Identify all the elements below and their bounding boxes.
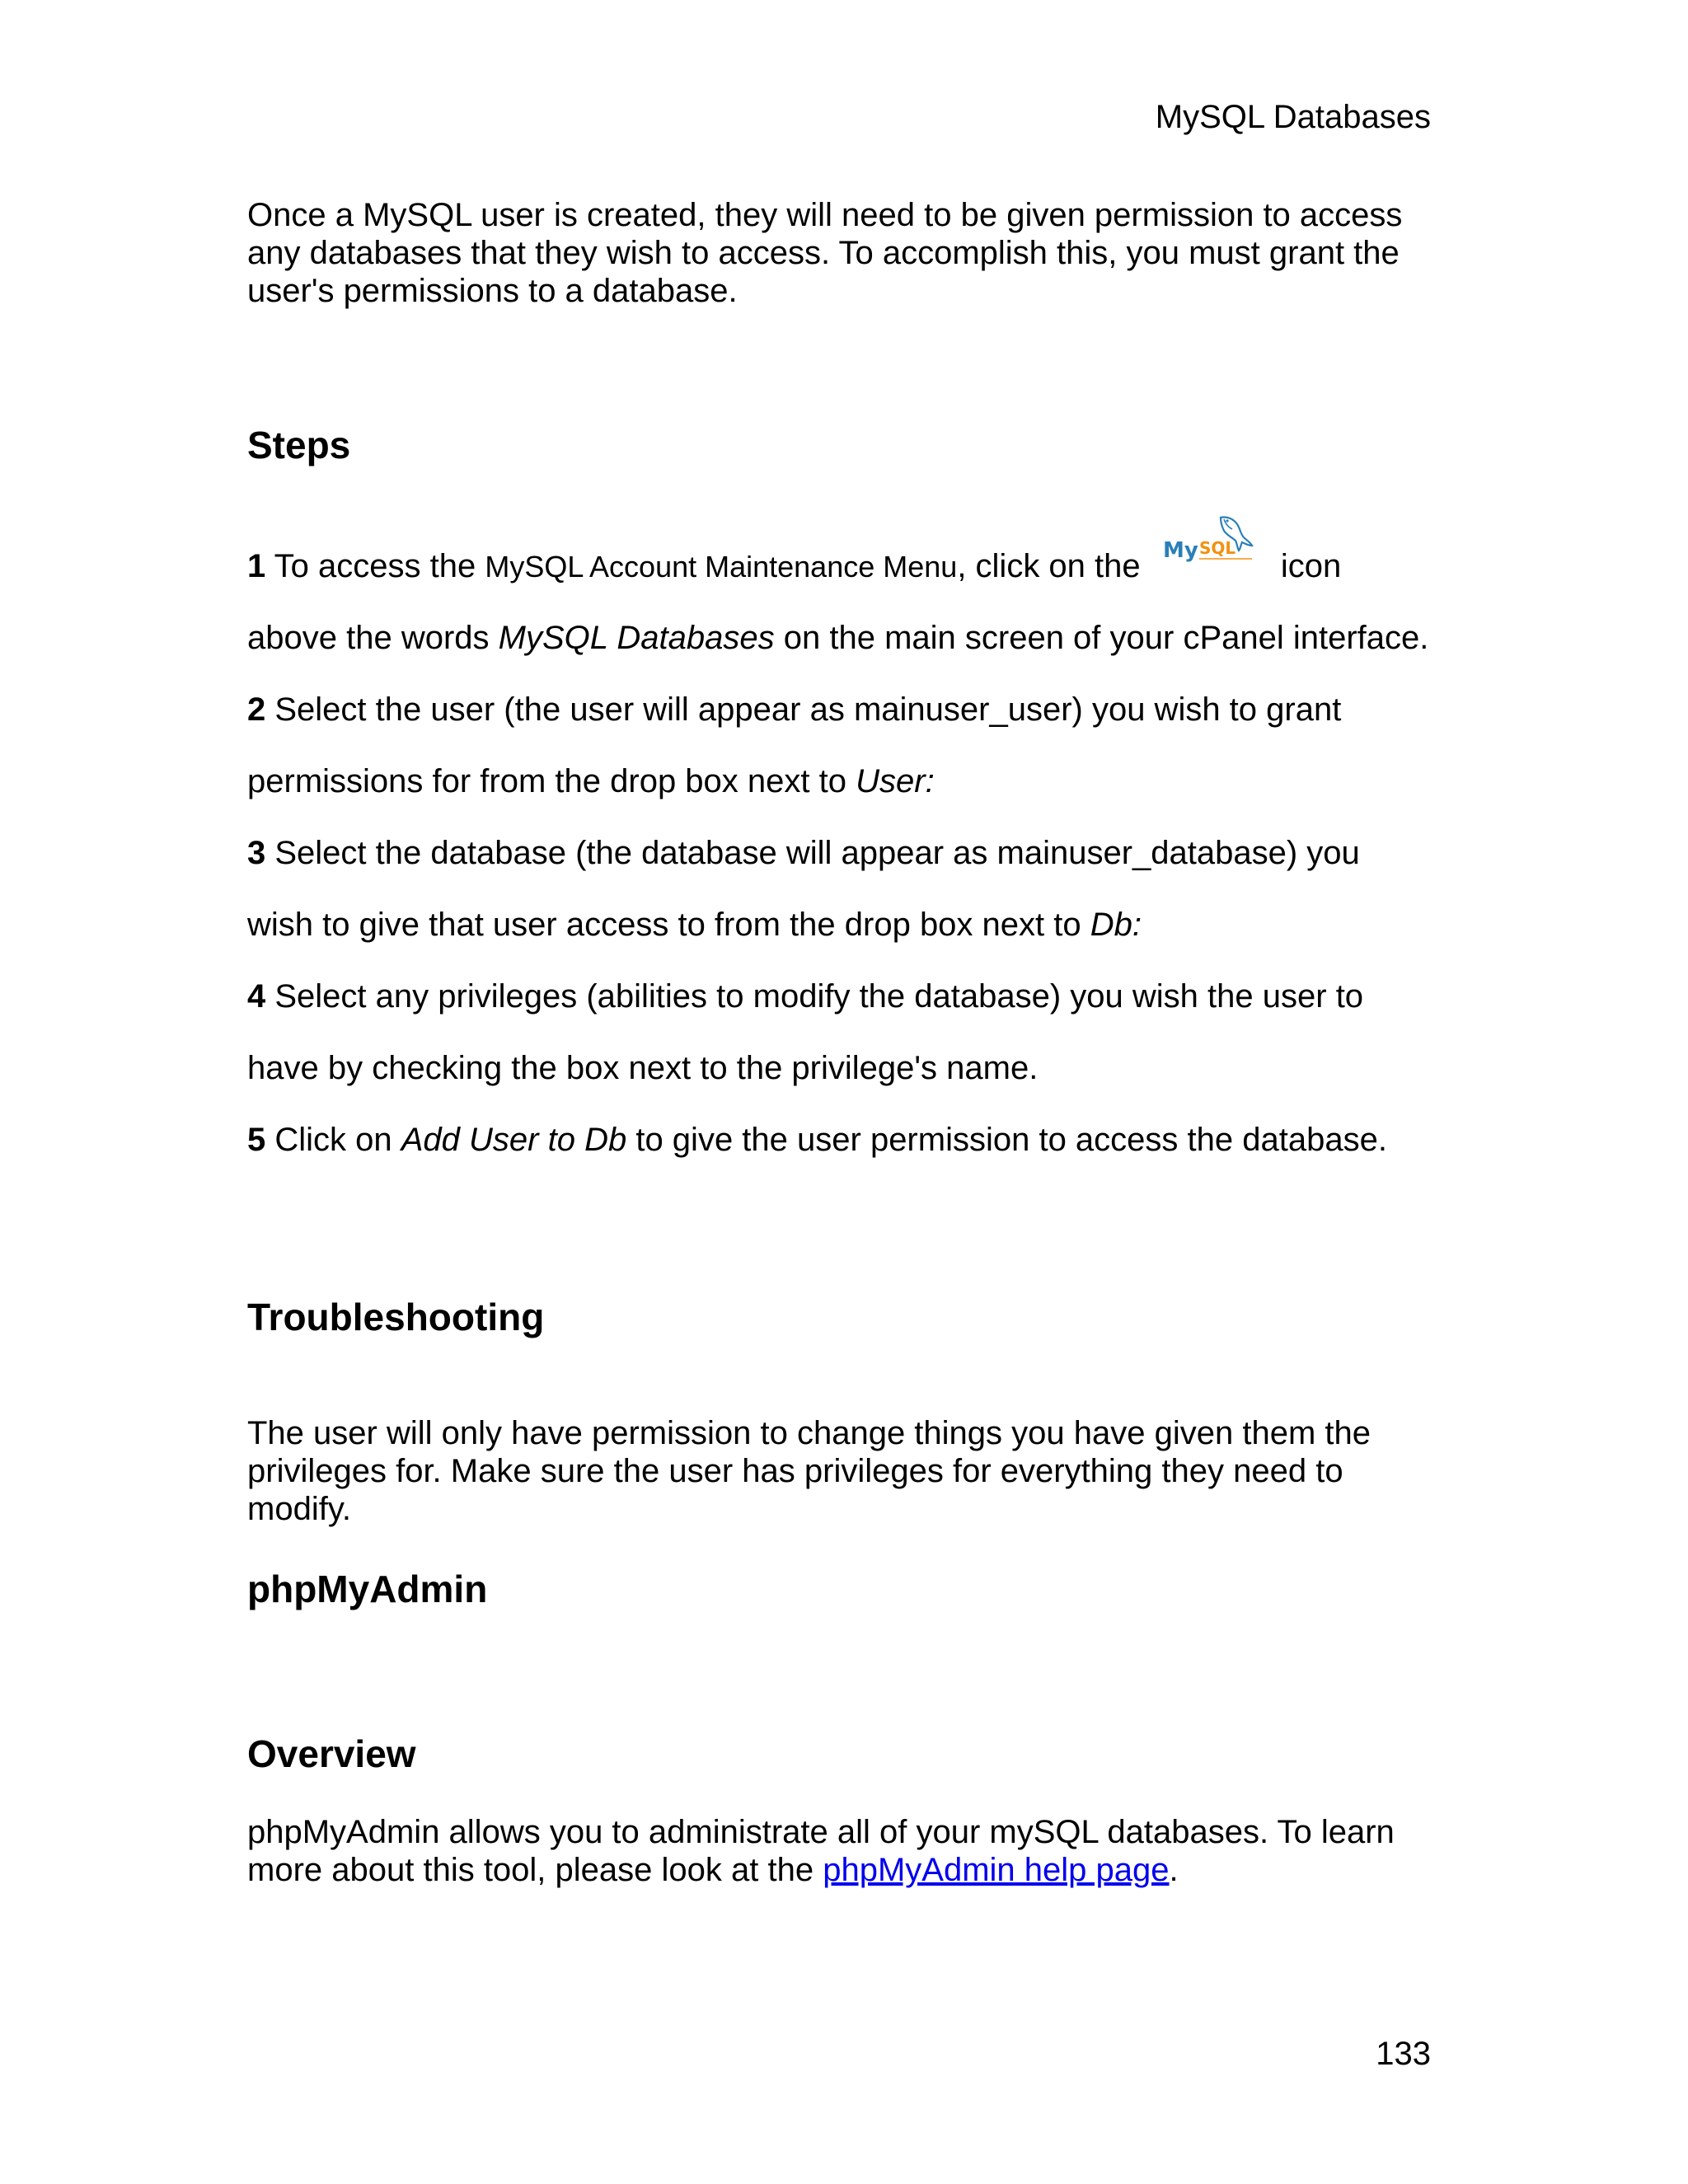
step-3-cont-em: Db: bbox=[1090, 907, 1142, 943]
intro-line-3: user's permissions to a database. bbox=[247, 273, 738, 309]
phpmyadmin-help-link[interactable]: phpMyAdmin help page bbox=[823, 1852, 1170, 1888]
step-2-text: Select the user (the user will appear as mainuser_user) you wish to grant bbox=[265, 691, 1342, 728]
overview-line-1: phpMyAdmin allows you to administrate all of your mySQL databases. To learn bbox=[247, 1814, 1395, 1850]
step-2-continuation bbox=[247, 746, 1451, 818]
step-4-continuation: have by checking the box next to the privilege's name. bbox=[247, 1050, 1039, 1086]
step-1-line bbox=[247, 524, 1451, 602]
step-3-text: Select the database (the database will appear as mainuser_database) you bbox=[265, 835, 1360, 871]
step-1-cont-pre: above the words bbox=[247, 620, 499, 656]
step-4-line bbox=[247, 961, 1451, 1033]
overview-heading: Overview bbox=[247, 1732, 416, 1775]
step-1-cont-em: MySQL Databases bbox=[498, 620, 775, 656]
troubleshooting-heading: Troubleshooting bbox=[247, 1296, 545, 1338]
overview-line-2-pre: more about this tool, please look at the bbox=[247, 1852, 823, 1888]
step-1-cont-post: on the main screen of your cPanel interface. bbox=[774, 620, 1429, 656]
step-2-number: 2 bbox=[247, 691, 266, 728]
intro-paragraph bbox=[247, 196, 1451, 310]
steps-heading: Steps bbox=[247, 424, 351, 466]
overview-line-2 bbox=[247, 1851, 1451, 1889]
step-5-number: 5 bbox=[247, 1122, 266, 1158]
troubleshooting-line-2: privileges for. Make sure the user has privileges for everything they need to bbox=[247, 1453, 1343, 1489]
troubleshooting-line-3: modify. bbox=[247, 1491, 351, 1527]
step-1-mid: , click on the bbox=[957, 548, 1150, 584]
step-4-number: 4 bbox=[247, 978, 266, 1015]
phpmyadmin-heading: phpMyAdmin bbox=[247, 1568, 488, 1610]
step-2-line bbox=[247, 674, 1451, 746]
step-3-continuation bbox=[247, 889, 1451, 961]
svg-text:My: My bbox=[1162, 538, 1198, 563]
troubleshooting-line-1: The user will only have permission to change things you have given them the bbox=[247, 1415, 1371, 1451]
step-2-cont-em: User: bbox=[856, 763, 935, 799]
mysql-logo-icon[interactable] bbox=[1161, 513, 1260, 569]
step-5-pre: Click on bbox=[265, 1122, 401, 1158]
page-number: 133 bbox=[1376, 2036, 1431, 2072]
svg-text:SQL: SQL bbox=[1198, 538, 1236, 558]
step-1-post: icon bbox=[1271, 548, 1342, 584]
step-2-cont-pre: permissions for from the drop box next to bbox=[247, 763, 856, 799]
overview-paragraph bbox=[247, 1813, 1451, 1889]
step-5-em: Add User to Db bbox=[401, 1122, 627, 1158]
troubleshooting-paragraph bbox=[247, 1414, 1451, 1528]
steps-list bbox=[247, 524, 1451, 1176]
step-3-cont-pre: wish to give that user access to from the drop box next to bbox=[247, 907, 1090, 943]
overview-line-2-post: . bbox=[1169, 1852, 1179, 1888]
running-header: MySQL Databases bbox=[1155, 99, 1431, 135]
step-1-number: 1 bbox=[247, 548, 266, 584]
step-1-continuation bbox=[247, 602, 1451, 674]
step-1-pre: To access the bbox=[265, 548, 485, 584]
intro-line-1: Once a MySQL user is created, they will need to be given permission to access bbox=[247, 197, 1403, 233]
intro-line-2: any databases that they wish to access. To accomplish this, you must grant the bbox=[247, 235, 1400, 271]
step-3-line bbox=[247, 818, 1451, 889]
step-1-menu-name: MySQL Account Maintenance Menu bbox=[485, 550, 958, 583]
step-5-post: to give the user permission to access the database. bbox=[626, 1122, 1387, 1158]
step-5-line bbox=[247, 1104, 1451, 1176]
step-4-text: Select any privileges (abilities to modify the database) you wish the user to bbox=[265, 978, 1364, 1015]
step-3-number: 3 bbox=[247, 835, 266, 871]
